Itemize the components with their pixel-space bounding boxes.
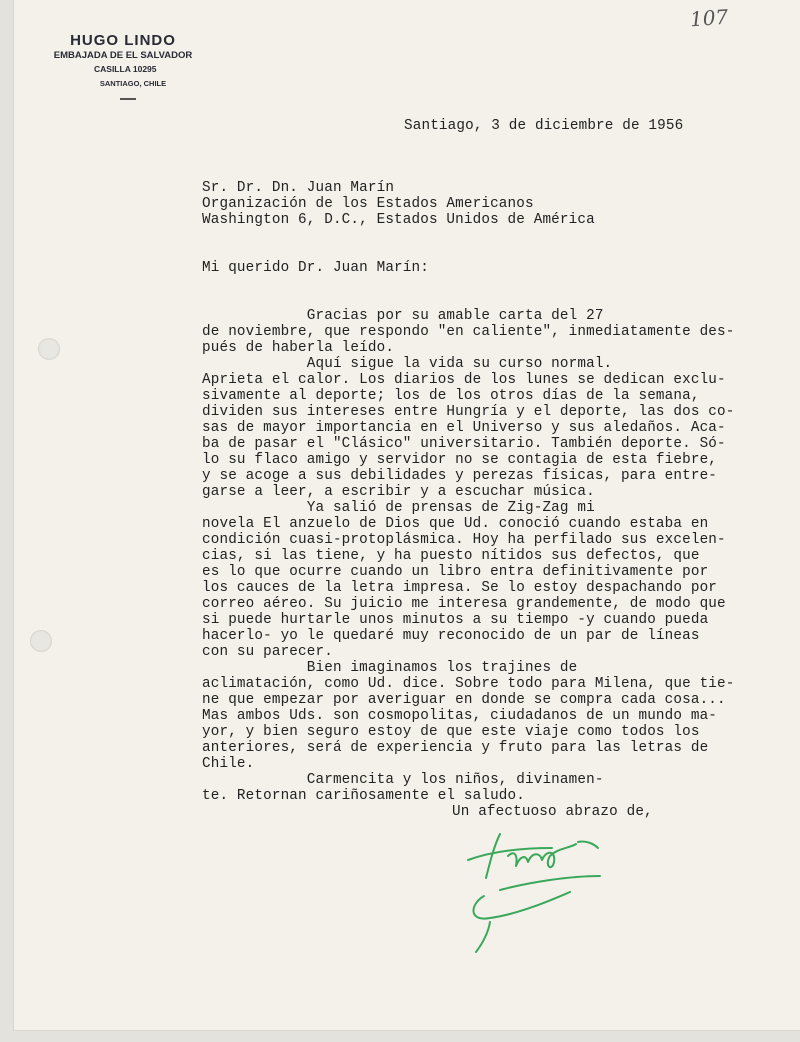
body-line: si puede hurtarle unos minutos a su tiempo -y cuando pueda (202, 612, 709, 628)
recipient-line: Organización de los Estados Americanos (202, 196, 534, 212)
archive-number: 107 (689, 4, 729, 32)
letterhead-divider (120, 98, 136, 100)
body-line: aclimatación, como Ud. dice. Sobre todo para Milena, que tie- (202, 676, 735, 692)
date-line: Santiago, 3 de diciembre de 1956 (404, 118, 684, 134)
body-line: ne que empezar por averiguar en donde se compra cada cosa... (202, 692, 726, 708)
body-line: Aquí sigue la vida su curso normal. (202, 356, 613, 372)
body-line: Aprieta el calor. Los diarios de los lunes se dedican exclu- (202, 372, 726, 388)
handwritten-signature (460, 826, 620, 956)
letterhead-name: HUGO LINDO (70, 32, 176, 49)
body-line: y se acoge a sus debilidades y perezas físicas, para entre- (202, 468, 718, 484)
body-line: yor, y bien seguro estoy de que este viaje como todos los (202, 724, 700, 740)
body-line: de noviembre, que respondo "en caliente", inmediatamente des- (202, 324, 735, 340)
recipient-line: Washington 6, D.C., Estados Unidos de América (202, 212, 595, 228)
body-line: Chile. (202, 756, 255, 772)
body-line: es lo que ocurre cuando un libro entra definitivamente por (202, 564, 709, 580)
recipient-line: Sr. Dr. Dn. Juan Marín (202, 180, 395, 196)
letterhead-embassy: EMBAJADA DE EL SALVADOR (53, 50, 193, 61)
body-line: te. Retornan cariñosamente el saludo. (202, 788, 525, 804)
body-line: condición cuasi-protoplásmica. Hoy ha perfilado sus excelen- (202, 532, 726, 548)
body-line: con su parecer. (202, 644, 333, 660)
body-line: pués de haberla leído. (202, 340, 395, 356)
body-line: Ya salió de prensas de Zig-Zag mi (202, 500, 595, 516)
punch-hole (38, 338, 60, 360)
body-line: correo aéreo. Su juicio me interesa grandemente, de modo que (202, 596, 726, 612)
body-line: garse a leer, a escribir y a escuchar música. (202, 484, 595, 500)
body-line: sivamente al deporte; los de los otros días de la semana, (202, 388, 700, 404)
body-line: ba de pasar el "Clásico" universitario. También deporte. Só- (202, 436, 726, 452)
body-line: anteriores, será de experiencia y fruto para las letras de (202, 740, 709, 756)
body-line: Mas ambos Uds. son cosmopolitas, ciudadanos de un mundo ma- (202, 708, 718, 724)
body-line: cias, si las tiene, y ha puesto nítidos sus defectos, que (202, 548, 700, 564)
body-line: los cauces de la letra impresa. Se lo estoy despachando por (202, 580, 718, 596)
punch-hole (30, 630, 52, 652)
closing: Un afectuoso abrazo de, (452, 804, 653, 820)
body-line: Gracias por su amable carta del 27 (202, 308, 604, 324)
salutation: Mi querido Dr. Juan Marín: (202, 260, 429, 276)
letterhead-city: SANTIAGO, CHILE (99, 79, 167, 88)
body-line: Carmencita y los niños, divinamen- (202, 772, 604, 788)
letterhead-box: CASILLA 10295 (94, 64, 157, 74)
body-line: Bien imaginamos los trajines de (202, 660, 578, 676)
body-line: lo su flaco amigo y servidor no se contagia de esta fiebre, (202, 452, 718, 468)
body-line: novela El anzuelo de Dios que Ud. conoció cuando estaba en (202, 516, 709, 532)
body-line: hacerlo- yo le quedaré muy reconocido de un par de líneas (202, 628, 700, 644)
body-line: sas de mayor importancia en el Universo y sus aledaños. Aca- (202, 420, 726, 436)
body-line: dividen sus intereses entre Hungría y el deporte, las dos co- (202, 404, 735, 420)
